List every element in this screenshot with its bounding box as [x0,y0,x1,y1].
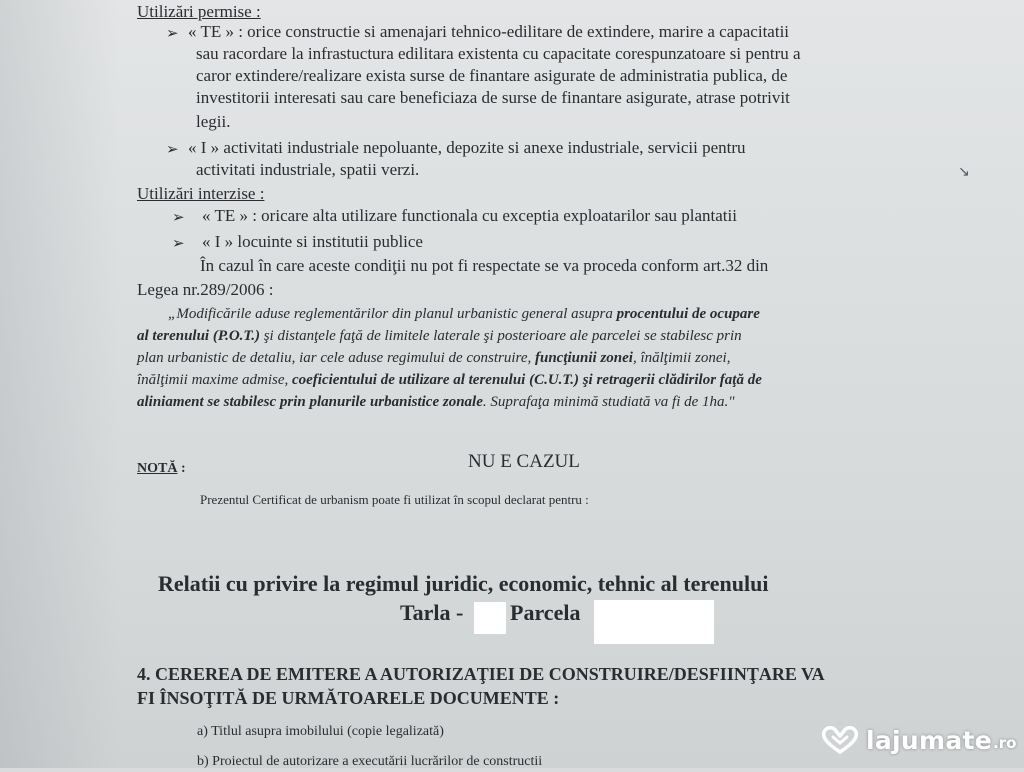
forbidden-i: « I » locuinte si institutii publice [202,232,423,251]
quote-line-4: înălţimii maxime admise, coeficientului de utilizare al terenului (C.U.T.) şi retragerii clădirilor faţă de [137,372,762,388]
redacted-tarla-number [474,602,506,634]
permitted-te-line-4: investitorii interesati sau care beneficiaza de surse de finantare asigurate, atrase potrivit [196,88,790,107]
watermark-brand: lajumate [866,725,993,755]
permitted-te-line-2: sau racordare la infrastuctura edilitara existenta cu capacitate corespunzatoare si pentru a [196,44,801,63]
item-b: b) Proiectul de autorizare a executării lucrărilor de constructii [197,754,543,769]
tarla-label: Tarla - [400,600,464,625]
permitted-te-line-1: « TE » : orice constructie si amenajari tehnico-edilitare de extindere, marire a capacitatii [188,22,790,41]
parcela-label: Parcela [510,600,581,625]
permitted-heading: Utilizări permise : [137,2,261,21]
heart-hands-icon [820,725,860,755]
condition-line-1: În cazul în care aceste condiţii nu pot fi respectate se va proceda conform art.32 din [200,256,769,275]
section-4-heading-line-1: 4. CEREREA DE EMITERE A AUTORIZAŢIEI DE CONSTRUIRE/DESFIINŢARE VA [137,664,825,684]
relations-title: Relatii cu privire la regimul juridic, economic, tehnic al terenului [158,571,769,596]
nota-label: NOTĂ : [137,461,186,476]
permitted-te-line-3: caror extindere/realizare exista surse de finantare asigurate de administratia publica, de [196,66,788,85]
quote-line-1: „Modificările aduse reglementărilor din planul urbanistic general asupra procentului de ocupare [168,306,760,322]
forbidden-te: « TE » : oricare alta utilizare functionala cu exceptia exploatarilor sau plantatii [202,206,737,225]
nota-value: NU E CAZUL [468,451,580,472]
bullet-arrow-icon: ➢ [172,208,185,226]
permitted-te-line-5: legii. [196,112,231,131]
condition-line-2: Legea nr.289/2006 : [137,280,274,299]
section-4-heading-line-2: FI ÎNSOŢITĂ DE URMĂTOARELE DOCUMENTE : [137,688,560,708]
quote-line-3: plan urbanistic de detaliu, iar cele aduse regimului de construire, funcţiunii zonei, înălţimii zonei, [137,350,731,366]
quote-line-5: aliniament se stabilesc prin planurile urbanistice zonale. Suprafaţa minimă studiată va fi de 1ha." [137,394,735,410]
page-shadow [0,0,120,768]
watermark-tld: .ro [993,734,1017,752]
forbidden-heading: Utilizări interzise : [137,184,265,203]
certificate-line: Prezentul Certificat de urbanism poate fi utilizat în scopul declarat pentru : [200,492,589,507]
item-a: a) Titlul asupra imobilului (copie legalizată) [197,724,444,739]
bullet-arrow-icon: ➢ [172,234,185,252]
quote-line-2: al terenului (P.O.T.) şi distanţele faţă de limitele laterale şi posterioare ale parcelei se stabilesc prin [137,328,742,344]
permitted-i-line-1: « I » activitati industriale nepoluante, depozite si anexe industriale, servicii pentru [188,138,746,157]
bullet-arrow-icon: ➢ [166,140,179,158]
bullet-arrow-icon: ➢ [166,24,179,42]
pen-mark: ↘ [958,164,970,180]
watermark [820,722,1016,758]
redacted-parcela-number [594,600,714,644]
permitted-i-line-2: activitati industriale, spatii verzi. [196,160,420,179]
